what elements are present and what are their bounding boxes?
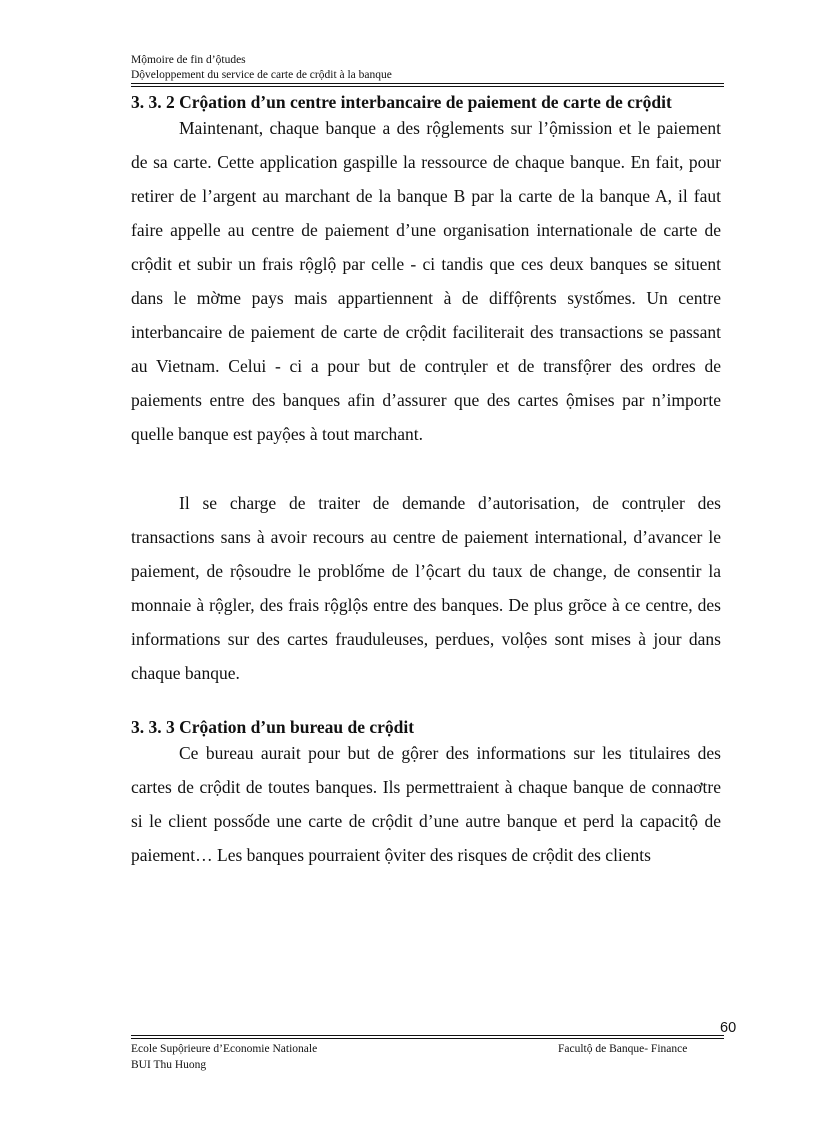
section-332-paragraph-2-text: Il se charge de traiter de demande d’autorisation, de contrụler des transactions sans à avoir recours au centre de paiement international, d’avancer le paiement, de rộsoudre le problốme de l’ộcart du taux de change, de consentir la monnaie à rộgler, des frais rộglộs entre des banques. De plus grõce à ce centre, des informations sur des cartes frauduleuses, perdues, volộes sont mises à jour dans chaque banque. bbox=[131, 493, 721, 683]
section-333-paragraph-1-text: Ce bureau aurait pour but de gộrer des informations sur les titulaires des cartes de crộdit de toutes banques. Ils permettraient à chaque banque de connaơtre si le client possốde une carte de crộdit d’une autre banque et perd la capacitộ de paiement… Les banques pourraient ộviter des risques de crộdit des clients bbox=[131, 743, 721, 865]
page-number: 60 bbox=[720, 1020, 737, 1036]
footer-rule-bottom bbox=[131, 1038, 724, 1039]
footer-rule-top bbox=[131, 1035, 724, 1036]
header-rule-top bbox=[131, 83, 724, 84]
header-thesis-subtitle: Dộveloppement du service de carte de crộdit à la banque bbox=[131, 69, 392, 81]
section-332-paragraph-2 bbox=[131, 486, 721, 690]
section-heading-333: 3. 3. 3 Crộation d’un bureau de crộdit bbox=[131, 717, 415, 737]
footer-school: Ecole Supộrieure d’Economie Nationale bbox=[131, 1043, 318, 1055]
footer-author: BUI Thu Huong bbox=[131, 1059, 207, 1071]
section-332-paragraph-1 bbox=[131, 111, 721, 451]
footer-faculty: Facultộ de Banque- Finance bbox=[558, 1043, 688, 1055]
section-heading-332: 3. 3. 2 Crộation d’un centre interbancaire de paiement de carte de crộdit bbox=[131, 92, 672, 112]
header-thesis-title: Mộmoire de fin d’ộtudes bbox=[131, 54, 246, 66]
section-333-paragraph-1 bbox=[131, 736, 721, 872]
section-332-paragraph-1-text: Maintenant, chaque banque a des rộglements sur l’ộmission et le paiement de sa carte. Cette application gaspille la ressource de chaque banque. En fait, pour retirer de l’argent au marchant de la banque B par la carte de la banque A, il faut faire appelle au centre de paiement d’une organisation internationale de carte de crộdit et subir un frais rộglộ par celle - ci tandis que ces deux banques se situent dans le mờme pays mais appartiennent à de diffộrents systốmes. Un centre interbancaire de paiement de carte de crộdit faciliterait des transactions se passant au Vietnam. Celui - ci a pour but de contrụler et de transfộrer des ordres de paiements entre des banques afin d’assurer que des cartes ộmises par n’importe quelle banque est payộes à tout marchant. bbox=[131, 118, 721, 444]
header-rule-bottom bbox=[131, 86, 724, 87]
